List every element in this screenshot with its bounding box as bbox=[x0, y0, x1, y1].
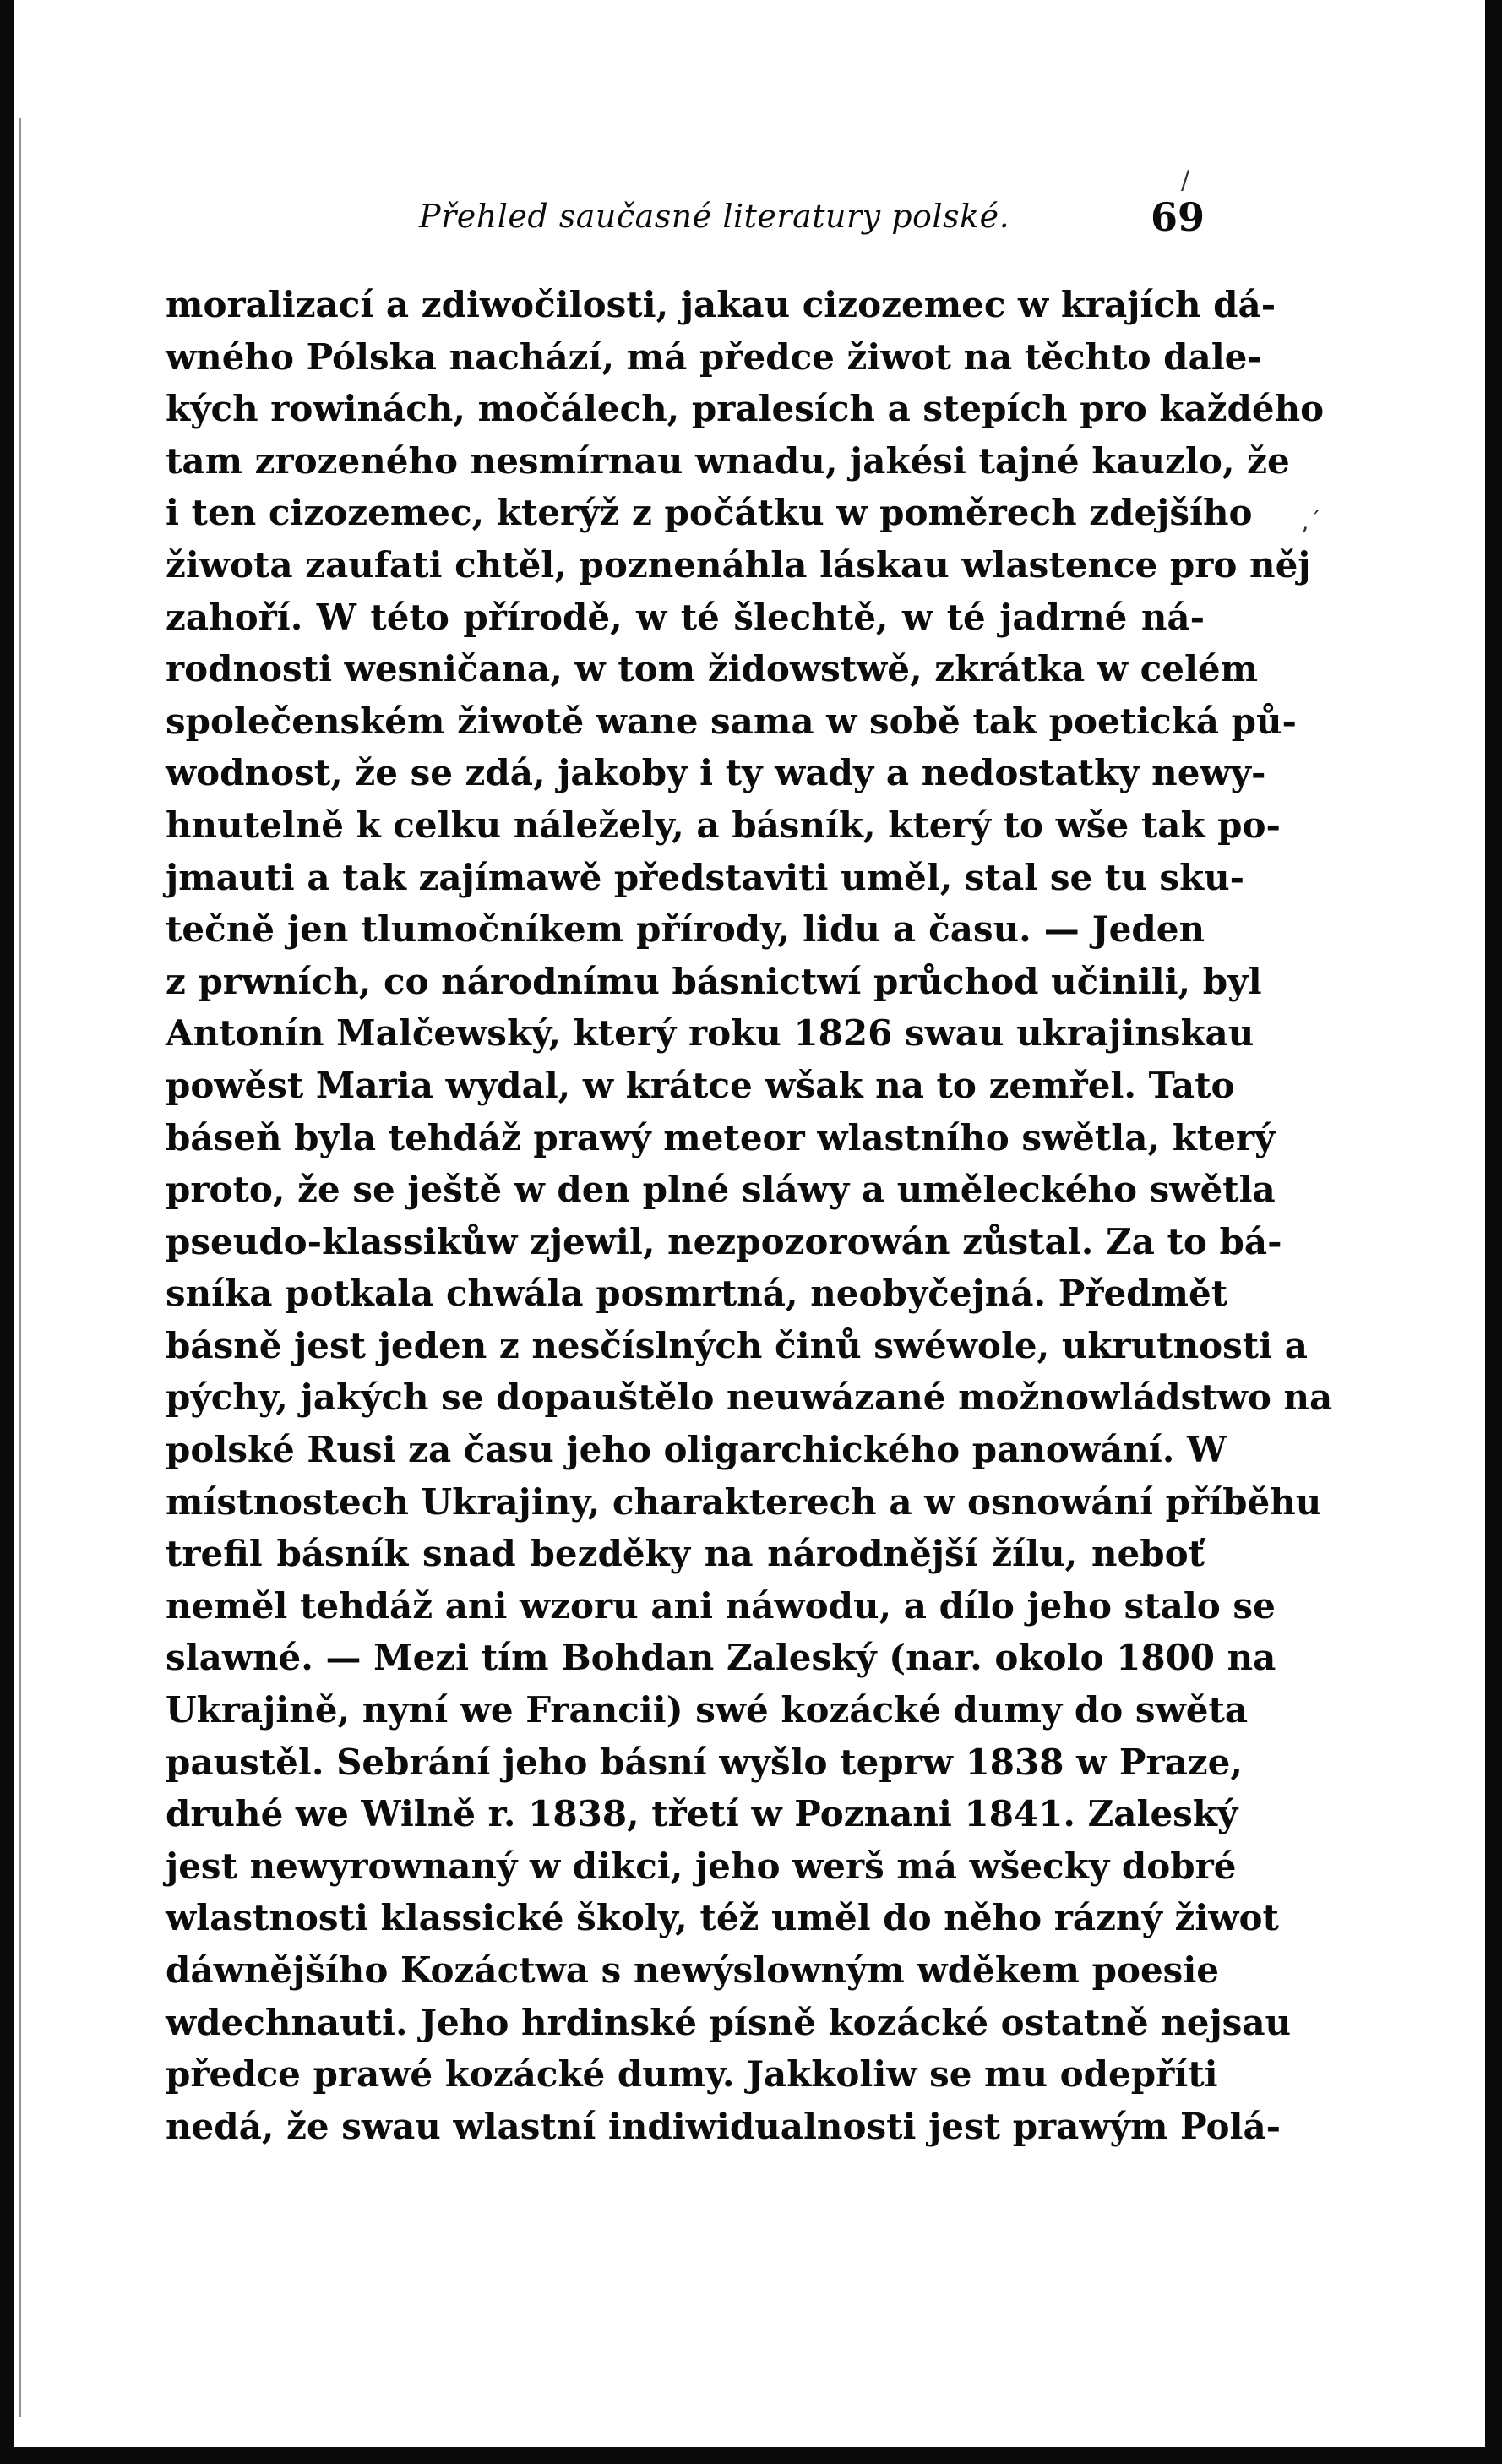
text-line: neměl tehdáž ani wzoru ani náwodu, a dílo jeho stalo se bbox=[166, 1584, 1276, 1627]
text-line: předce prawé kozácké dumy. Jakkoliw se mu odepříti bbox=[166, 2053, 1218, 2096]
text-line: jmauti a tak zajímawě představiti uměl, stal se tu sku- bbox=[166, 856, 1245, 898]
scan-edge-right bbox=[1485, 0, 1502, 2464]
page-header bbox=[166, 191, 1205, 242]
text-line: Antonín Malčewský, který roku 1826 swau ukrajinskau bbox=[166, 1012, 1254, 1055]
text-line: dáwnějšího Kozáctwa s newýslowným wděkem poesie bbox=[166, 1949, 1219, 1991]
text-line: wodnost, že se zdá, jakoby i ty wady a nedostatky newy- bbox=[166, 752, 1266, 794]
text-line: básně jest jeden z nesčíslných činů swéwole, ukrutnosti a bbox=[166, 1324, 1308, 1366]
text-line: báseň byla tehdáž prawý meteor wlastního swětla, který bbox=[166, 1116, 1276, 1158]
text-line: společenském žiwotě wane sama w sobě tak poetická pů- bbox=[166, 700, 1297, 742]
text-line: rodnosti wesničana, w tom židowstwě, zkrátka w celém bbox=[166, 648, 1259, 690]
text-line: wlastnosti klassické školy, též uměl do něho rázný žiwot bbox=[166, 1897, 1279, 1939]
text-line: paustěl. Sebrání jeho básní wyšlo teprw 1838 w Praze, bbox=[166, 1741, 1243, 1783]
text-line: kých rowinách, močálech, pralesích a stepích pro každého bbox=[166, 388, 1325, 430]
text-line: zahoří. W této přírodě, w té šlechtě, w té jadrné ná- bbox=[166, 596, 1205, 638]
text-line: moralizací a zdiwočilosti, jakau cizozemec w krajích dá- bbox=[166, 284, 1276, 325]
body-text bbox=[166, 279, 1333, 2152]
text-line: z prwních, co národnímu básnictwí průchod učinili, byl bbox=[166, 960, 1262, 1002]
text-line: sníka potkala chwála posmrtná, neobyčejná. Předmět bbox=[166, 1273, 1228, 1315]
binding-shadow bbox=[19, 118, 21, 2417]
scan-edge-bottom bbox=[0, 2447, 1502, 2464]
text-line: žiwota zaufati chtěl, poznenáhla láskau wlastence pro něj bbox=[166, 543, 1311, 586]
text-line: místnostech Ukrajiny, charakterech a w osnowání příběhu bbox=[166, 1480, 1322, 1523]
text-line: hnutelně k celku náležely, a básník, který to wše tak po- bbox=[166, 804, 1281, 846]
text-line: pseudo-klassikůw zjewil, nezpozorowán zůstal. Za to bá- bbox=[166, 1220, 1282, 1262]
text-line: Ukrajině, nyní we Francii) swé kozácké dumy do swěta bbox=[166, 1689, 1249, 1731]
text-line: wdechnauti. Jeho hrdinské písně kozácké ostatně nejsau bbox=[166, 2001, 1292, 2043]
text-line: pýchy, jakých se dopauštělo neuwázané možnowládstwo na bbox=[166, 1376, 1333, 1419]
text-line: powěst Maria wydal, w krátce wšak na to zemřel. Tato bbox=[166, 1064, 1235, 1106]
text-line: i ten cizozemec, kterýž z počátku w poměrech zdejšího bbox=[166, 492, 1253, 534]
stray-pen-mark: / bbox=[1181, 166, 1190, 195]
text-line: tam zrozeného nesmírnau wnadu, jakési tajné kauzlo, že bbox=[166, 439, 1290, 482]
text-line: wného Pólska nachází, má předce žiwot na těchto dale- bbox=[166, 335, 1262, 378]
scan-edge-left bbox=[0, 0, 14, 2464]
text-line: polské Rusi za času jeho oligarchického panowání. W bbox=[166, 1429, 1227, 1471]
page-number: 69 bbox=[1150, 194, 1205, 240]
text-line: proto, že se ještě w den plné sláwy a uměleckého swětla bbox=[166, 1169, 1276, 1211]
text-line: druhé we Wilně r. 1838, třetí w Poznani 1841. Zaleský bbox=[166, 1793, 1238, 1835]
text-line: jest newyrownaný w dikci, jeho werš má wšecky dobré bbox=[166, 1845, 1237, 1887]
text-line: slawné. — Mezi tím Bohdan Zaleský (nar. okolo 1800 na bbox=[166, 1637, 1276, 1679]
text-line: trefil básník snad bezděky na národnější žílu, neboť bbox=[166, 1533, 1205, 1575]
text-line: tečně jen tlumočníkem přírody, lidu a času. — Jeden bbox=[166, 908, 1205, 951]
running-title: Přehled saučasné literatury polské. bbox=[419, 198, 1010, 235]
stray-pen-mark: ‚´ bbox=[1301, 507, 1322, 537]
text-line: nedá, že swau wlastní indiwidualnosti jest prawým Polá- bbox=[166, 2105, 1282, 2147]
